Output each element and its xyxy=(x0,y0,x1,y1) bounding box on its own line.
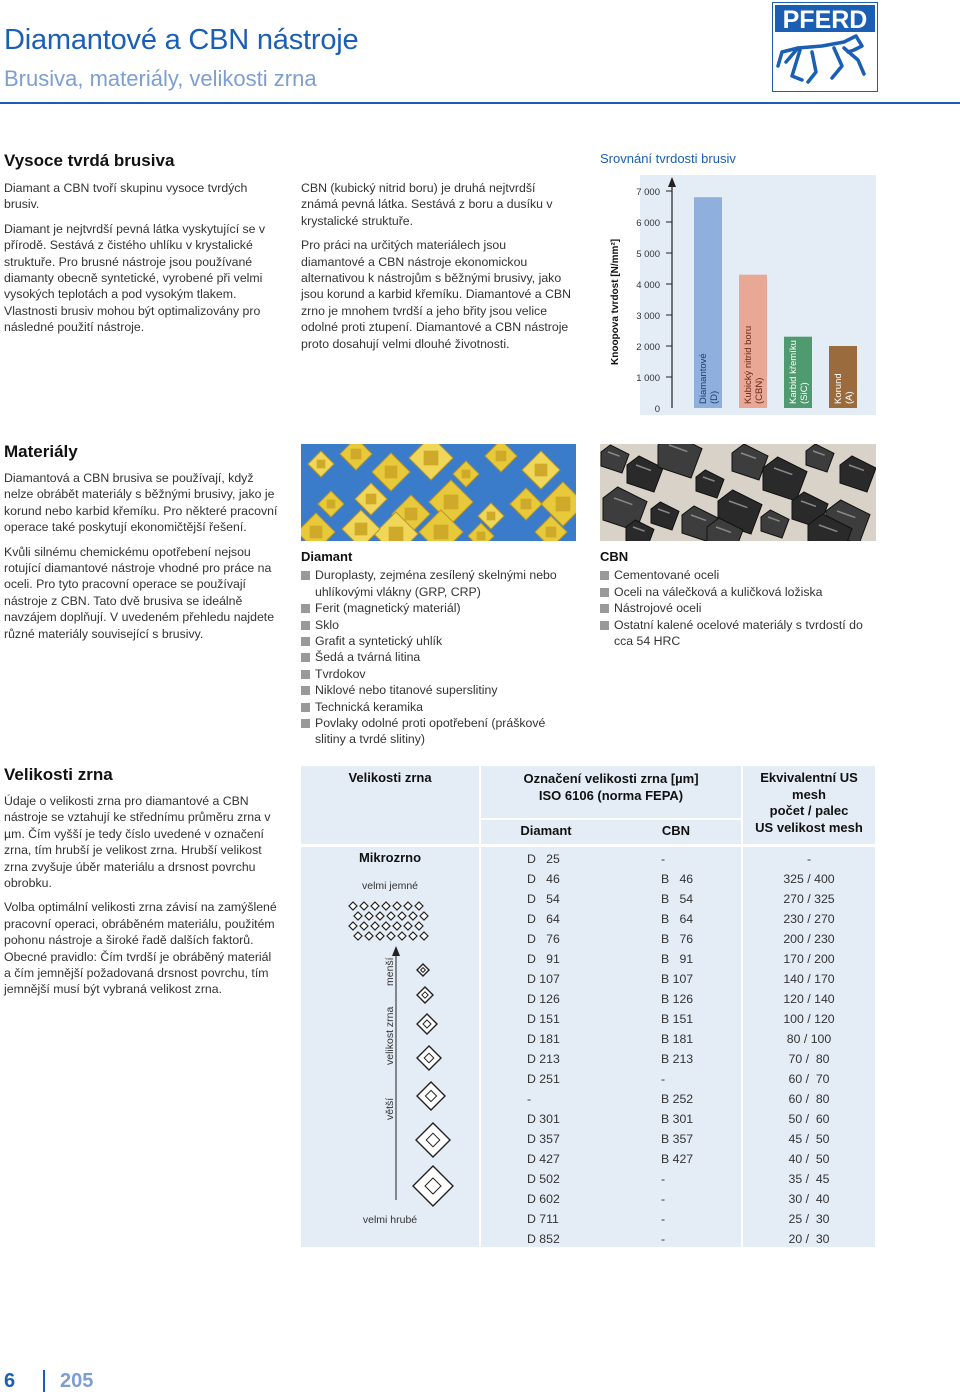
table-cell-us: 140 / 170 xyxy=(783,972,835,986)
y-tick-label: 3 000 xyxy=(636,311,660,322)
table-cell-us: 35 / 45 xyxy=(788,1172,830,1186)
table-cell-cbn: B 427 xyxy=(661,1152,694,1166)
table-cell-diamant: D 852 xyxy=(527,1232,560,1246)
cbn-crystal xyxy=(806,444,834,472)
y-tick-label: 2 000 xyxy=(636,342,660,353)
table-row xyxy=(481,909,875,929)
fine-grain xyxy=(354,912,362,920)
paragraph: Diamantová a CBN brusiva se používají, když nelze obrábět materiály s běžnými brusivy, jako je korund nebo karbid křemíku. Pro některé pracovní operace také poskytují ekonomičtější řešení. xyxy=(4,471,278,535)
pferd-logo xyxy=(772,2,878,92)
grain-size-graphic xyxy=(301,890,479,1212)
table-row xyxy=(481,1109,875,1129)
fine-grain xyxy=(376,912,384,920)
paragraph: Diamant je nejtvrdší pevná látka vyskytující se v přírodě. Sestává z čistého uhlíku v krystalické struktuře. Pro brusné nástroje jsou používané diamanty obecně syntetické, vyrobené při velmi vysokých teplotách a pod vysokým tlakem. Vlastnosti brusiv mohou být optimalizovány pro následné použití nástroje. xyxy=(4,221,266,335)
table-row xyxy=(481,1009,875,1029)
table-cell-us: - xyxy=(806,852,812,866)
list-item: Grafit a syntetický uhlík xyxy=(301,633,577,649)
paragraph: Údaje o velikosti zrna pro diamantové a CBN nástroje se vztahují ke střednímu průměru zrna v µm. Čím vyšší je tedy číslo uvedené v označení zrna, tím hrubší je velikost zrna. Hrubší velikost zrna zvyšuje úběr materiálu a drsnost povrchu obrobku. xyxy=(4,794,271,891)
header-rule xyxy=(0,102,960,104)
grain-text xyxy=(4,793,280,1006)
fine-grain xyxy=(404,922,412,930)
table-cell-us: 120 / 140 xyxy=(783,992,835,1006)
table-cell-us: 40 / 50 xyxy=(788,1152,830,1166)
fine-grain xyxy=(415,922,423,930)
diamond-facet xyxy=(327,500,336,509)
fine-grain xyxy=(382,922,390,930)
table-row xyxy=(481,1129,875,1149)
cbn-grain-photo xyxy=(600,444,876,541)
diamond-facet xyxy=(496,451,507,462)
fine-label: velmi jemné xyxy=(361,880,419,892)
table-cell-us: 60 / 70 xyxy=(788,1072,830,1086)
coarse-grain xyxy=(417,987,433,1003)
y-tick-label: 0 xyxy=(654,404,660,415)
table-cell-diamant: D 711 xyxy=(527,1212,559,1226)
table-cell-cbn: B 151 xyxy=(661,1012,694,1026)
fine-grain xyxy=(365,932,373,940)
table-cell-cbn: B 252 xyxy=(661,1092,694,1106)
col-header-us-line: Ekvivalentní US xyxy=(760,770,858,785)
table-cell-us: 170 / 200 xyxy=(783,952,835,966)
cbn-grain-image xyxy=(600,444,876,541)
table-cell-cbn: B 126 xyxy=(661,992,694,1006)
fine-grain xyxy=(349,922,357,930)
table-cell-us: 30 / 40 xyxy=(788,1192,830,1206)
table-cell-cbn: B 213 xyxy=(661,1052,694,1066)
table-row xyxy=(481,1229,875,1249)
coarse-label: velmi hrubé xyxy=(362,1214,418,1226)
table-cell-cbn: B 301 xyxy=(661,1112,694,1126)
coarse-grain xyxy=(416,1123,450,1157)
diamant-list xyxy=(301,567,577,747)
table-cell-diamant: D 181 xyxy=(527,1032,560,1046)
paragraph: Diamant a CBN tvoří skupinu vysoce tvrdých brusiv. xyxy=(4,181,248,212)
coarse-grain xyxy=(417,964,429,976)
size-axis-label: velikost zrna xyxy=(384,1006,396,1065)
y-tick-label: 1 000 xyxy=(636,373,660,384)
table-row xyxy=(481,1089,875,1109)
table-cell-us: 45 / 50 xyxy=(788,1132,830,1146)
table-row xyxy=(481,869,875,889)
table-cell-cbn: B 357 xyxy=(661,1132,694,1146)
page-title: Diamantové a CBN nástroje xyxy=(4,24,359,56)
section-heading-grain: Velikosti zrna xyxy=(4,765,113,784)
cbn-crystal xyxy=(696,470,724,498)
table-cell-us: 325 / 400 xyxy=(783,872,835,886)
col-header-size: Velikosti zrna xyxy=(348,770,432,785)
list-item: Ostatní kalené ocelové materiály s tvrdostí do cca 54 HRC xyxy=(600,617,876,650)
diamond-facet xyxy=(317,460,326,469)
list-item: Duroplasty, zejména zesílený skelnými nebo uhlíkovými vlákny (GRP, CRP) xyxy=(301,567,577,600)
table-cell-diamant: D 25 xyxy=(527,852,560,866)
diamond-facet xyxy=(389,527,404,541)
section-heading-materials: Materiály xyxy=(4,442,78,461)
y-tick-label: 6 000 xyxy=(636,218,660,229)
footer-divider xyxy=(43,1370,45,1392)
table-cell-cbn: - xyxy=(661,1172,666,1186)
table-row xyxy=(481,1029,875,1049)
fine-grain xyxy=(409,932,417,940)
col-header-us-line: počet / palec xyxy=(769,803,849,818)
fine-grain xyxy=(376,932,384,940)
section-heading-hard: Vysoce tvrdá brusiva xyxy=(4,151,175,170)
subheader-diamant: Diamant xyxy=(520,823,572,838)
bar-label-line: Kubický nitrid boru xyxy=(743,325,754,404)
fine-grain xyxy=(365,912,373,920)
table-row xyxy=(481,1049,875,1069)
page-number: 205 xyxy=(60,1370,94,1392)
fine-grain xyxy=(420,932,428,940)
paragraph: Kvůli silnému chemickému opotřebení nejsou rotující diamantové nástroje vhodné pro práce na oceli. Pro tyto pracovní operace se používají nástroje z CBN. Tato dvě brusiva se ideálně navzájem doplňují. V uvedeném přehledu najdete různé materiály související s brusivy. xyxy=(4,544,275,641)
diamond-facet xyxy=(355,523,368,536)
table-row xyxy=(481,1189,875,1209)
table-cell-us: 25 / 30 xyxy=(788,1212,830,1226)
diamond-facet xyxy=(385,466,398,479)
bar-label-line: Diamantové xyxy=(698,353,709,404)
table-cell-us: 200 / 230 xyxy=(783,932,835,946)
cbn-materials xyxy=(600,549,876,649)
list-item: Šedá a tvárná litina xyxy=(301,649,577,665)
paragraph: Pro práci na určitých materiálech jsou diamantové a CBN nástroje ekonomickou alternativou k nástrojům s běžnými brusivy, jako jsou korund a karbid křemíku. Diamantové a CBN zrno je mnohem tvrdší a jeho břity jsou velice odolné proti ztupení. Diamantové a CBN nástroje proto dosahují velmi dlouhé životnosti. xyxy=(301,238,571,351)
size-axis-label: větší xyxy=(384,1097,396,1120)
table-row xyxy=(481,849,875,869)
list-item: Povlaky odolné proti opotřebení (práškové slitiny a tvrdé slitiny) xyxy=(301,715,577,748)
table-cell-diamant: D 602 xyxy=(527,1192,560,1206)
table-cell-cbn: - xyxy=(661,852,666,866)
fine-grain xyxy=(371,922,379,930)
table-cell-us: 100 / 120 xyxy=(783,1012,835,1026)
table-cell-us: 80 / 100 xyxy=(786,1032,832,1046)
table-cell-diamant: D 251 xyxy=(527,1072,560,1086)
fine-grain xyxy=(387,932,395,940)
fine-grain xyxy=(393,902,401,910)
cbn-list xyxy=(600,567,876,649)
hard-text-col2 xyxy=(301,180,571,360)
table-cell-us: 230 / 270 xyxy=(783,912,835,926)
fine-grain xyxy=(398,912,406,920)
diamond-grain-photo xyxy=(301,444,576,541)
bar-label-line: Korund xyxy=(833,373,844,404)
micro-label: Mikrozrno xyxy=(358,850,422,865)
diamond-facet xyxy=(556,497,571,512)
grain-table-body xyxy=(481,849,875,1249)
fine-grain xyxy=(398,932,406,940)
table-cell-diamant: D 107 xyxy=(527,972,560,986)
hardness-chart-svg xyxy=(600,175,876,415)
table-cell-diamant: D 54 xyxy=(527,892,560,906)
y-axis-label: Knoopova tvrdost [N/mm²] xyxy=(610,238,621,365)
table-cell-us: 70 / 80 xyxy=(788,1052,830,1066)
col-header-us xyxy=(743,770,875,836)
bar-label-line: (CBN) xyxy=(754,377,765,404)
cbn-crystal xyxy=(761,510,789,538)
table-cell-diamant: D 46 xyxy=(527,872,560,886)
fine-grain xyxy=(420,912,428,920)
chapter-number: 6 xyxy=(4,1370,16,1392)
diamond-grain-image xyxy=(301,444,576,541)
diamond-facet xyxy=(477,532,486,541)
diamond-facet xyxy=(434,525,449,540)
table-cell-cbn: B 91 xyxy=(661,952,694,966)
table-cell-diamant: D 64 xyxy=(527,912,560,926)
list-item: Oceli na válečková a kuličková ložiska xyxy=(600,584,876,600)
fine-grain xyxy=(360,922,368,930)
table-cell-diamant: D 427 xyxy=(527,1152,560,1166)
materials-text xyxy=(4,470,280,650)
table-row xyxy=(481,969,875,989)
table-row xyxy=(481,949,875,969)
fine-grain xyxy=(354,932,362,940)
fine-grain xyxy=(409,912,417,920)
chart-title: Srovnání tvrdosti brusiv xyxy=(600,151,736,166)
diamond-facet xyxy=(405,508,418,521)
page-subtitle: Brusiva, materiály, velikosti zrna xyxy=(4,66,317,91)
fine-grain xyxy=(349,902,357,910)
table-cell-us: 20 / 30 xyxy=(788,1232,830,1246)
hard-text-col1 xyxy=(4,180,280,344)
diamond-facet xyxy=(462,470,471,479)
coarse-grain xyxy=(417,1046,441,1070)
diamond-facet xyxy=(310,526,323,539)
grain-table xyxy=(481,849,875,1249)
table-subheader-divider xyxy=(481,818,741,820)
y-tick-label: 4 000 xyxy=(636,280,660,291)
diamond-facet xyxy=(366,494,377,505)
table-cell-diamant: D 301 xyxy=(527,1112,560,1126)
diamond-facet xyxy=(535,464,548,477)
bar-label-line: (SiC) xyxy=(799,382,810,404)
table-cell-cbn: B 46 xyxy=(661,872,694,886)
col-header-designation xyxy=(481,770,741,804)
table-row xyxy=(481,929,875,949)
table-cell-diamant: D 502 xyxy=(527,1172,560,1186)
bar-label-line: (D) xyxy=(709,390,720,404)
table-row xyxy=(481,889,875,909)
fine-grain xyxy=(393,922,401,930)
table-cell-diamant: D 357 xyxy=(527,1132,560,1146)
fine-grain xyxy=(387,912,395,920)
cbn-crystal xyxy=(840,456,876,492)
table-cell-diamant: D 126 xyxy=(527,992,560,1006)
list-item: Cementované oceli xyxy=(600,567,876,583)
table-cell-diamant: D 76 xyxy=(527,932,560,946)
fine-grain xyxy=(382,902,390,910)
cbn-heading: CBN xyxy=(600,549,629,564)
list-item: Tvrdokov xyxy=(301,666,577,682)
table-cell-cbn: B 181 xyxy=(661,1032,694,1046)
col-header-designation-line1: Označení velikosti zrna [µm] xyxy=(523,771,699,786)
fine-grain xyxy=(360,902,368,910)
bar-label-line: Karbid křemíku xyxy=(788,340,799,404)
col-header-us-line: US velikost mesh xyxy=(755,819,863,835)
table-cell-us: 60 / 80 xyxy=(788,1092,830,1106)
cbn-crystal xyxy=(651,502,679,530)
size-arrow-head xyxy=(392,946,400,956)
list-item: Nástrojové oceli xyxy=(600,600,876,616)
table-cell-cbn: - xyxy=(661,1212,666,1226)
list-item: Technická keramika xyxy=(301,699,577,715)
table-row xyxy=(481,1169,875,1189)
subheader-cbn: CBN xyxy=(661,823,691,838)
y-tick-label: 5 000 xyxy=(636,249,660,260)
diamant-materials xyxy=(301,549,577,748)
table-cell-diamant: D 213 xyxy=(527,1052,560,1066)
table-cell-cbn: - xyxy=(661,1192,666,1206)
size-axis-label: menší xyxy=(384,957,396,986)
col-header-us-line: mesh xyxy=(792,786,826,802)
table-row xyxy=(481,989,875,1009)
cbn-crystal xyxy=(601,445,629,473)
table-row xyxy=(481,1149,875,1169)
col-header-designation-line2: ISO 6106 (norma FEPA) xyxy=(538,788,684,803)
table-cell-cbn: B 76 xyxy=(661,932,694,946)
hardness-chart xyxy=(600,175,876,415)
list-item: Sklo xyxy=(301,617,577,633)
diamond-facet xyxy=(546,527,557,538)
table-row xyxy=(481,1069,875,1089)
paragraph: Volba optimální velikosti zrna závisí na zamýšlené pracovní operaci, obráběném materiálu, použitém pohonu nástroje a široké řadě dalších faktorů. Obecné pravidlo: Čím tvrdší je obráběný materiál a čím jemnější požadovaná drsnost povrchu, tím jemnější musí být vybraná velikost zrna. xyxy=(4,900,277,997)
table-cell-us: 270 / 325 xyxy=(783,892,835,906)
coarse-grain xyxy=(417,1014,437,1034)
fine-grain xyxy=(415,902,423,910)
table-cell-cbn: B 64 xyxy=(661,912,694,926)
paragraph: CBN (kubický nitrid boru) je druhá nejtvrdší známá pevná látka. Sestává z boru a dusíku v krystalické struktuře. xyxy=(301,181,553,228)
list-item: Ferit (magnetický materiál) xyxy=(301,600,577,616)
table-cell-cbn: - xyxy=(661,1232,666,1246)
table-row xyxy=(481,1209,875,1229)
table-cell-diamant: D 151 xyxy=(527,1012,560,1026)
diamond-facet xyxy=(521,499,532,510)
table-cell-diamant: - xyxy=(527,1092,532,1106)
logo-text: PFERD xyxy=(782,6,868,34)
table-cell-us: 50 / 60 xyxy=(788,1112,830,1126)
y-tick-label: 7 000 xyxy=(636,187,660,198)
diamond-facet xyxy=(444,495,459,510)
coarse-grain xyxy=(413,1166,453,1206)
diamond-facet xyxy=(424,451,439,466)
fine-grain xyxy=(371,902,379,910)
diamant-heading: Diamant xyxy=(301,549,353,564)
list-item: Niklové nebo titanové superslitiny xyxy=(301,682,577,698)
table-cell-cbn: - xyxy=(661,1072,666,1086)
table-cell-cbn: B 107 xyxy=(661,972,694,986)
table-cell-cbn: B 54 xyxy=(661,892,694,906)
diamond-facet xyxy=(487,512,496,521)
fine-grain xyxy=(404,902,412,910)
table-cell-diamant: D 91 xyxy=(527,952,560,966)
bar-label-line: (A) xyxy=(844,391,855,404)
coarse-grain xyxy=(417,1082,445,1110)
diamond-facet xyxy=(351,449,362,460)
grain-size-illustration xyxy=(301,890,479,1212)
